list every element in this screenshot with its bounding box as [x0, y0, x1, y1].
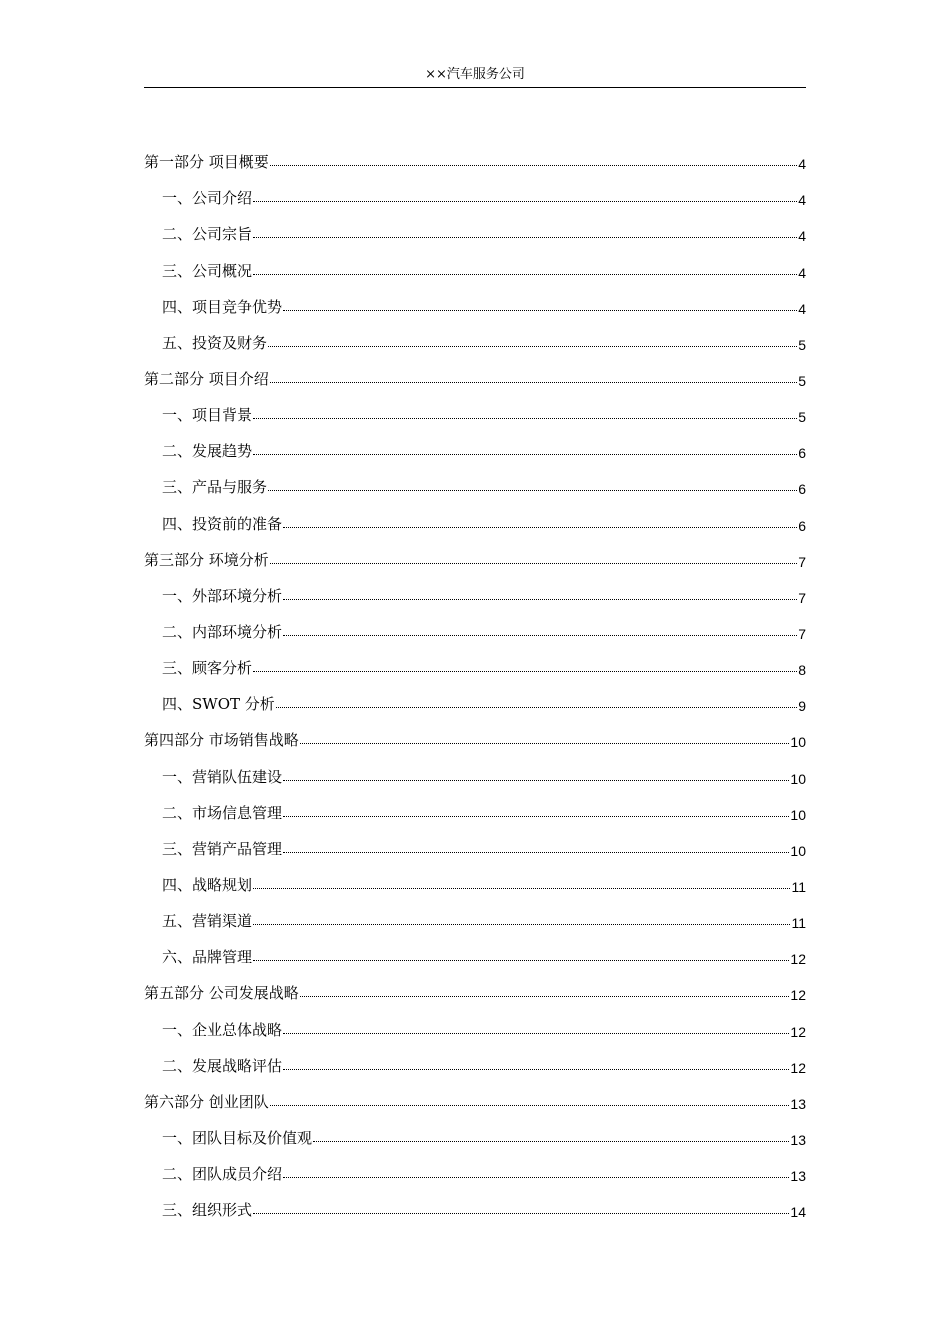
toc-subsection-entry[interactable]: [144, 1186, 806, 1222]
toc-subsection-entry[interactable]: [144, 933, 806, 969]
toc-page-number: 7: [798, 625, 806, 642]
toc-page-number: 5: [798, 409, 806, 426]
toc-entry-title: 四、项目竞争优势: [162, 297, 283, 316]
toc-subsection-entry[interactable]: [144, 680, 806, 716]
toc-subsection-entry[interactable]: [144, 1150, 806, 1186]
toc-section-entry[interactable]: [144, 355, 806, 391]
toc-subsection-entry[interactable]: [144, 1042, 806, 1078]
toc-dot-leader: [300, 742, 790, 744]
toc-page-number: 12: [790, 1023, 806, 1040]
toc-entry-title: 第六部分 创业团队: [144, 1092, 269, 1111]
toc-dot-leader: [300, 995, 790, 997]
toc-dot-leader: [253, 453, 797, 455]
toc-section-entry[interactable]: [144, 138, 806, 174]
toc-entry-title: 第五部分 公司发展战略: [144, 984, 299, 1003]
toc-dot-leader: [283, 634, 797, 636]
toc-entry-title: 二、发展战略评估: [162, 1056, 283, 1075]
toc-entry-title: 六、品牌管理: [162, 948, 253, 967]
toc-subsection-entry[interactable]: [144, 789, 806, 825]
toc-entry-title: 一、营销队伍建设: [162, 767, 283, 786]
toc-page-number: 5: [798, 336, 806, 353]
toc-entry-title: 一、公司介绍: [162, 189, 253, 208]
toc-entry-title: 四、SWOT 分析: [162, 695, 275, 714]
toc-page-number: 10: [790, 806, 806, 823]
toc-dot-leader: [283, 851, 789, 853]
toc-entry-title: 二、公司宗旨: [162, 225, 253, 244]
toc-dot-leader: [270, 562, 797, 564]
toc-page-number: 11: [791, 878, 806, 895]
toc-dot-leader: [253, 417, 797, 419]
toc-subsection-entry[interactable]: [144, 825, 806, 861]
toc-dot-leader: [283, 309, 797, 311]
toc-page-number: 12: [790, 951, 806, 968]
toc-dot-leader: [283, 1176, 789, 1178]
toc-entry-title: 四、投资前的准备: [162, 514, 283, 533]
toc-page-number: 10: [790, 842, 806, 859]
toc-page-number: 11: [791, 915, 806, 932]
toc-entry-title: 三、顾客分析: [162, 659, 253, 678]
toc-section-entry[interactable]: [144, 1078, 806, 1114]
toc-dot-leader: [253, 959, 789, 961]
toc-dot-leader: [253, 923, 790, 925]
toc-subsection-entry[interactable]: [144, 391, 806, 427]
toc-page-number: 5: [798, 372, 806, 389]
toc-subsection-entry[interactable]: [144, 246, 806, 282]
toc-dot-leader: [253, 1212, 789, 1214]
toc-page-number: 4: [798, 300, 806, 317]
toc-entry-title: 一、项目背景: [162, 406, 253, 425]
toc-subsection-entry[interactable]: [144, 644, 806, 680]
toc-dot-leader: [268, 489, 797, 491]
toc-entry-title: 一、企业总体战略: [162, 1020, 283, 1039]
toc-subsection-entry[interactable]: [144, 210, 806, 246]
toc-page-number: 8: [798, 662, 806, 679]
toc-page-number: 14: [790, 1204, 806, 1221]
toc-subsection-entry[interactable]: [144, 427, 806, 463]
toc-subsection-entry[interactable]: [144, 572, 806, 608]
table-of-contents: [144, 138, 806, 1222]
toc-entry-title: 五、营销渠道: [162, 912, 253, 931]
toc-entry-title: 二、发展趋势: [162, 442, 253, 461]
toc-dot-leader: [283, 598, 797, 600]
toc-dot-leader: [253, 236, 797, 238]
toc-page-number: 9: [798, 698, 806, 715]
toc-entry-title: 第一部分 项目概要: [144, 153, 269, 172]
toc-subsection-entry[interactable]: [144, 174, 806, 210]
toc-page-number: 7: [798, 553, 806, 570]
toc-dot-leader: [283, 815, 789, 817]
toc-entry-title: 三、营销产品管理: [162, 839, 283, 858]
toc-dot-leader: [313, 1140, 789, 1142]
toc-page-number: 4: [798, 264, 806, 281]
toc-page-number: 10: [790, 734, 806, 751]
toc-entry-title: 二、团队成员介绍: [162, 1165, 283, 1184]
toc-subsection-entry[interactable]: [144, 752, 806, 788]
toc-dot-leader: [268, 345, 797, 347]
toc-dot-leader: [270, 164, 797, 166]
toc-dot-leader: [270, 381, 797, 383]
toc-page-number: 4: [798, 228, 806, 245]
toc-page-number: 7: [798, 589, 806, 606]
toc-page-number: 12: [790, 1059, 806, 1076]
toc-subsection-entry[interactable]: [144, 861, 806, 897]
toc-entry-title: 二、内部环境分析: [162, 622, 283, 641]
toc-page-number: 10: [790, 770, 806, 787]
toc-subsection-entry[interactable]: [144, 499, 806, 535]
toc-entry-title: 三、组织形式: [162, 1201, 253, 1220]
toc-entry-title: 第三部分 环境分析: [144, 550, 269, 569]
toc-section-entry[interactable]: [144, 536, 806, 572]
toc-dot-leader: [283, 1068, 789, 1070]
toc-dot-leader: [270, 1104, 790, 1106]
toc-subsection-entry[interactable]: [144, 608, 806, 644]
toc-entry-title: 一、外部环境分析: [162, 586, 283, 605]
toc-dot-leader: [276, 706, 797, 708]
page-header: [144, 64, 806, 88]
toc-page-number: 6: [798, 445, 806, 462]
toc-page-number: 6: [798, 481, 806, 498]
toc-dot-leader: [283, 779, 789, 781]
toc-dot-leader: [283, 1032, 789, 1034]
toc-section-entry[interactable]: [144, 969, 806, 1005]
toc-dot-leader: [253, 670, 797, 672]
toc-entry-title: 五、投资及财务: [162, 333, 268, 352]
toc-dot-leader: [253, 200, 797, 202]
toc-entry-title: 四、战略规划: [162, 875, 253, 894]
toc-page-number: 6: [798, 517, 806, 534]
header-title: ××汽车服务公司: [425, 67, 525, 82]
toc-entry-title: 三、产品与服务: [162, 478, 268, 497]
toc-subsection-entry[interactable]: [144, 1114, 806, 1150]
toc-subsection-entry[interactable]: [144, 319, 806, 355]
toc-entry-title: 二、市场信息管理: [162, 803, 283, 822]
toc-entry-title: 第二部分 项目介绍: [144, 369, 269, 388]
toc-page-number: 4: [798, 156, 806, 173]
toc-subsection-entry[interactable]: [144, 1005, 806, 1041]
toc-dot-leader: [253, 887, 790, 889]
toc-subsection-entry[interactable]: [144, 283, 806, 319]
toc-section-entry[interactable]: [144, 716, 806, 752]
toc-dot-leader: [253, 273, 797, 275]
toc-page-number: 13: [790, 1168, 806, 1185]
toc-subsection-entry[interactable]: [144, 897, 806, 933]
toc-entry-title: 三、公司概况: [162, 261, 253, 280]
toc-entry-title: 第四部分 市场销售战略: [144, 731, 299, 750]
toc-page-number: 13: [790, 1095, 806, 1112]
toc-page-number: 12: [790, 987, 806, 1004]
toc-subsection-entry[interactable]: [144, 463, 806, 499]
toc-entry-title: 一、团队目标及价值观: [162, 1128, 313, 1147]
toc-page-number: 4: [798, 192, 806, 209]
toc-page-number: 13: [790, 1131, 806, 1148]
toc-dot-leader: [283, 526, 797, 528]
